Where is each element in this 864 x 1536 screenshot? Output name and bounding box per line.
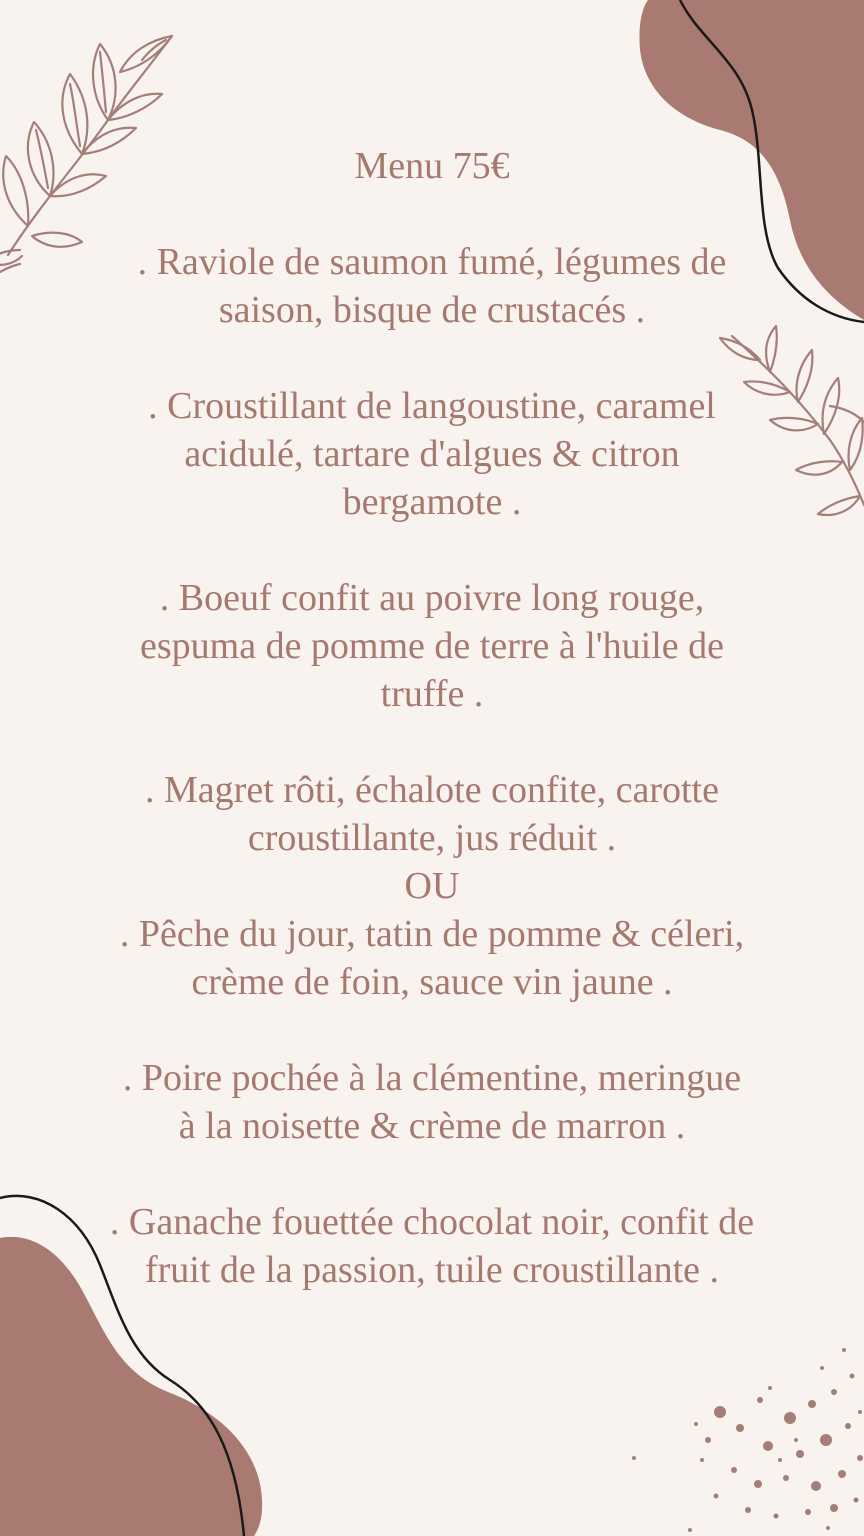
menu-course-line: croustillante, jus réduit . xyxy=(247,817,617,859)
menu-course-line: . Ganache fouettée chocolat noir, confit de xyxy=(109,1201,755,1243)
paint-splatter xyxy=(632,1348,863,1532)
menu-course-line: saison, bisque de crustacés . xyxy=(218,289,646,331)
menu-title: Menu 75€ xyxy=(354,145,510,187)
menu-course xyxy=(0,766,864,1006)
menu-course xyxy=(0,574,864,718)
menu-course-line: . Croustillant de langoustine, caramel xyxy=(148,385,716,427)
menu-course-line: . Poire pochée à la clémentine, meringue xyxy=(122,1057,742,1099)
menu-course xyxy=(0,1054,864,1150)
menu-course xyxy=(0,238,864,334)
menu-course-line: . Raviole de saumon fumé, légumes de xyxy=(137,241,727,283)
course-list xyxy=(0,238,864,1294)
menu-course xyxy=(0,1198,864,1294)
menu-course-line: . Boeuf confit au poivre long rouge, xyxy=(159,577,705,619)
menu-course-line: fruit de la passion, tuile croustillante . xyxy=(144,1249,720,1291)
menu-course-line: espuma de pomme de terre à l'huile de xyxy=(139,625,724,667)
menu-course-line: crème de foin, sauce vin jaune . xyxy=(191,961,673,1003)
menu-course-line: acidulé, tartare d'algues & citron xyxy=(184,433,680,475)
menu-content xyxy=(0,142,864,1342)
menu-course-line: à la noisette & crème de marron . xyxy=(178,1105,686,1147)
menu-course-line: . Pêche du jour, tatin de pomme & céleri, xyxy=(119,913,745,955)
menu-course-line: . Magret rôti, échalote confite, carotte xyxy=(145,769,719,811)
menu-course xyxy=(0,382,864,526)
menu-course-line: OU xyxy=(404,865,460,907)
menu-course-line: truffe . xyxy=(380,673,484,715)
menu-course-line: bergamote . xyxy=(342,481,522,523)
